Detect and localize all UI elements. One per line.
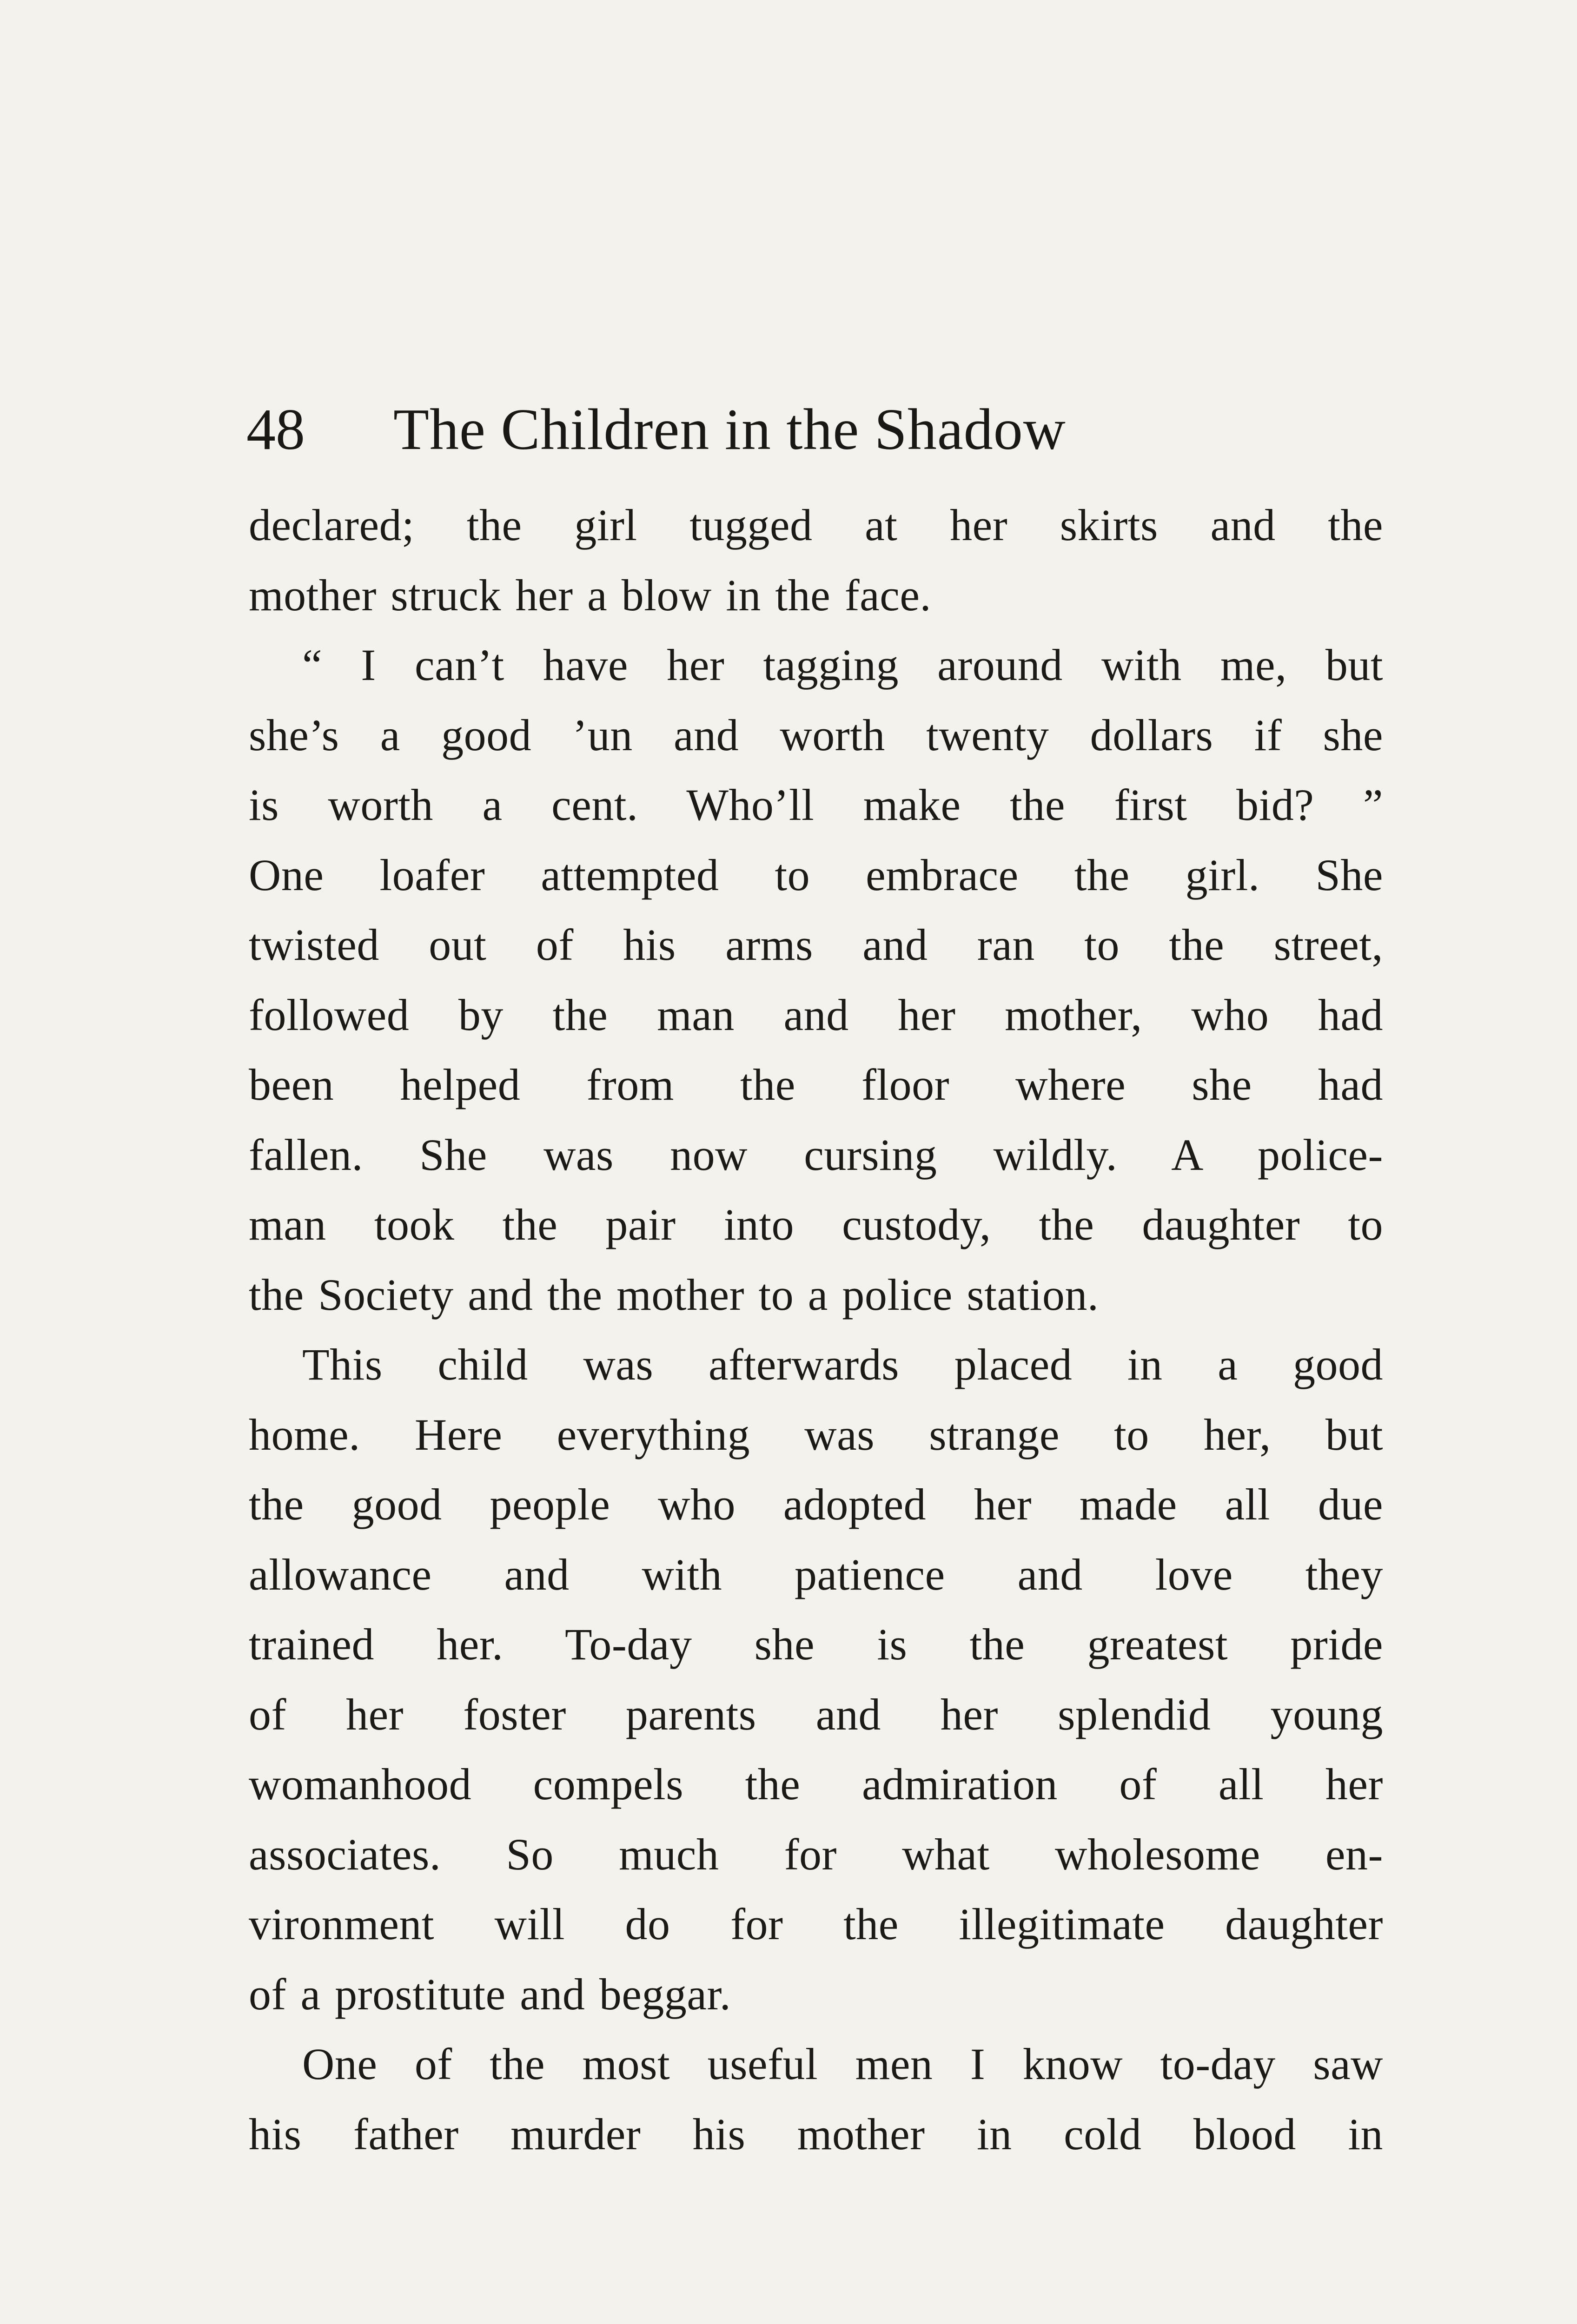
text-line: been helped from the floor where she had <box>249 1060 1383 1109</box>
text-line: is worth a cent. Who’ll make the first bid? ” <box>249 780 1383 830</box>
text-line: This child was afterwards placed in a good <box>302 1340 1383 1389</box>
text-line: mother struck her a blow in the face. <box>249 570 931 620</box>
text-line: the Society and the mother to a police station. <box>249 1269 1099 1320</box>
text-line: “ I can’t have her tagging around with me, but <box>302 640 1383 690</box>
text-line: of her foster parents and her splendid young <box>249 1689 1383 1739</box>
text-line: the good people who adopted her made all due <box>249 1479 1383 1529</box>
running-title: The Children in the Shadow <box>393 397 1066 462</box>
text-line: One of the most useful men I know to-day saw <box>302 2039 1383 2089</box>
text-line: followed by the man and her mother, who had <box>249 990 1383 1040</box>
text-line: his father murder his mother in cold blood in <box>249 2109 1383 2159</box>
page-number: 48 <box>246 397 305 462</box>
text-line: womanhood compels the admiration of all her <box>249 1759 1383 1809</box>
text-line: declared; the girl tugged at her skirts and the <box>249 500 1383 550</box>
text-line: associates. So much for what wholesome en- <box>249 1829 1383 1879</box>
text-line: vironment will do for the illegitimate daughter <box>249 1899 1383 1949</box>
text-line: of a prostitute and beggar. <box>249 1969 731 2019</box>
text-line: fallen. She was now cursing wildly. A police- <box>249 1129 1383 1180</box>
text-line: trained her. To-day she is the greatest pride <box>249 1619 1383 1669</box>
running-head <box>246 390 1395 469</box>
text-line: One loafer attempted to embrace the girl. She <box>249 850 1383 900</box>
text-line: she’s a good ’un and worth twenty dollars if she <box>249 710 1383 760</box>
body-text <box>249 490 1383 2169</box>
text-line: home. Here everything was strange to her, but <box>249 1409 1383 1459</box>
text-line: allowance and with patience and love they <box>249 1549 1383 1599</box>
text-line: twisted out of his arms and ran to the street, <box>249 920 1383 970</box>
text-line: man took the pair into custody, the daughter to <box>249 1200 1383 1249</box>
